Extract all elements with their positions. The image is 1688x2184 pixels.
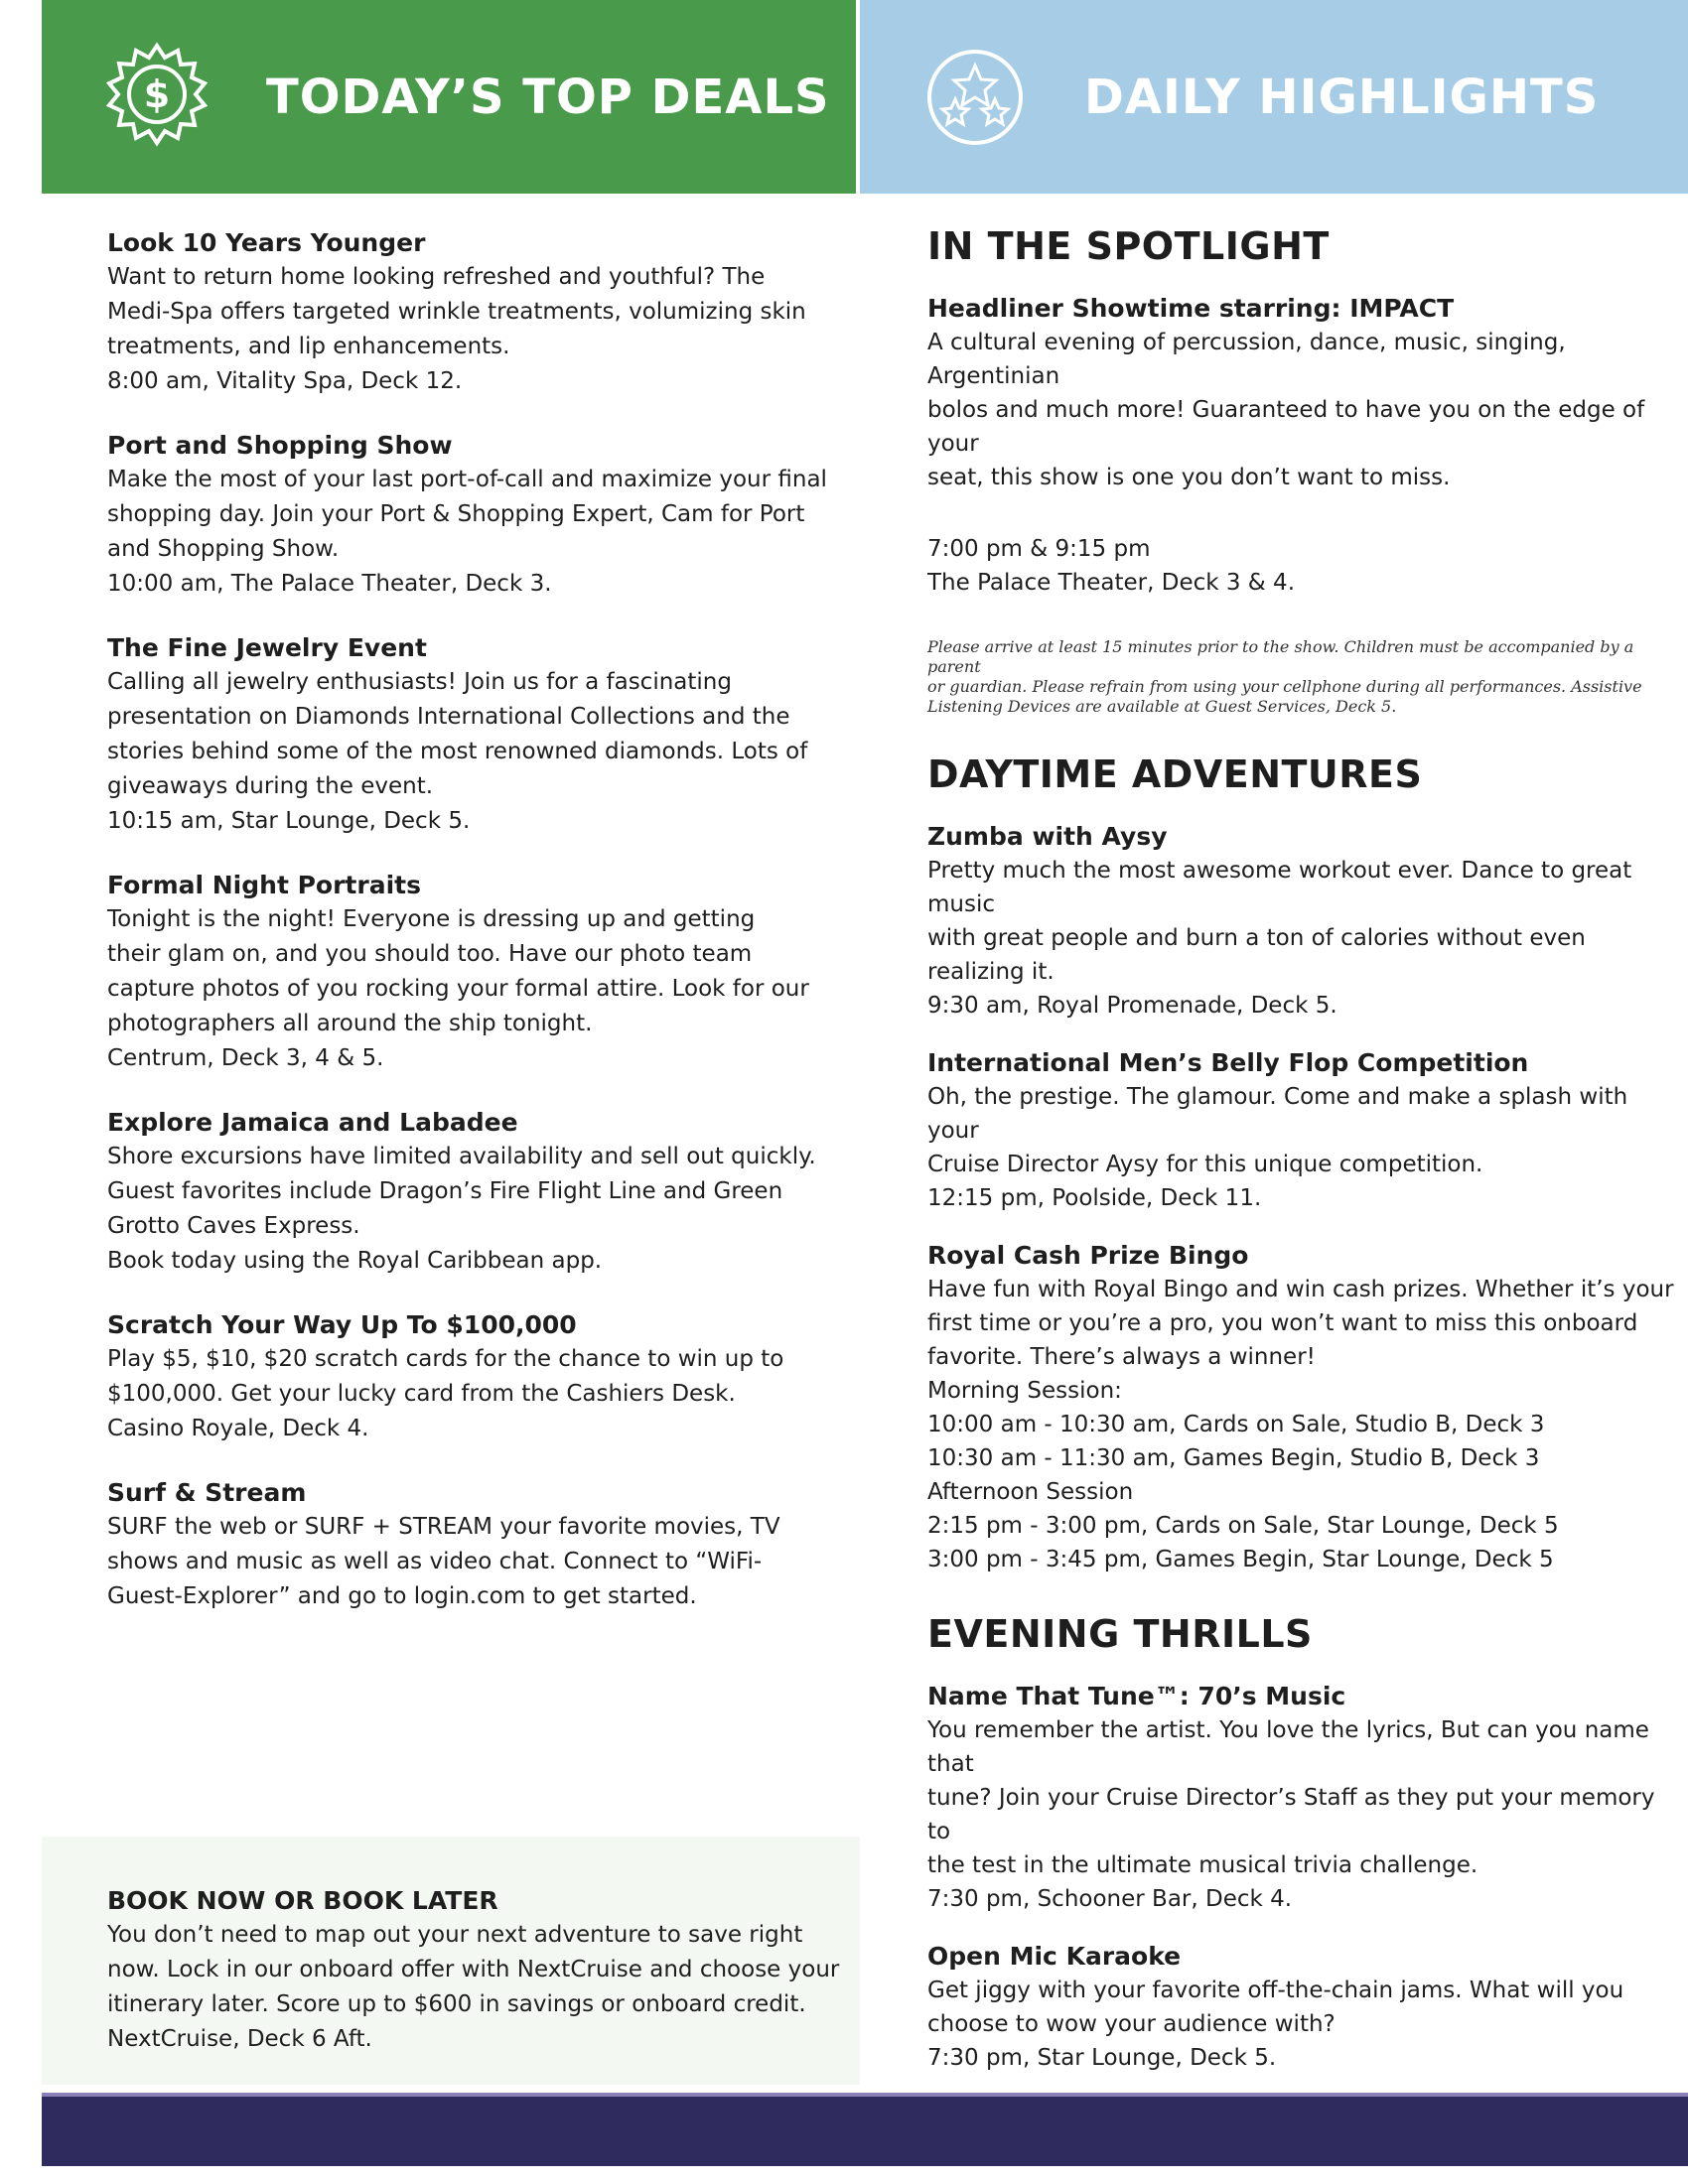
deal-text-line: Grotto Caves Express.	[107, 1213, 360, 1239]
deal-text-line: Casino Royale, Deck 4.	[107, 1416, 369, 1441]
daytime-item	[927, 1046, 1682, 1215]
deal-title: Surf & Stream	[107, 1478, 307, 1507]
daytime-text-line: Have fun with Royal Bingo and win cash prizes. Whether it’s your	[927, 1277, 1674, 1302]
daytime-text-line: 2:15 pm - 3:00 pm, Cards on Sale, Star Lounge, Deck 5	[927, 1513, 1559, 1539]
deal-text-line: and Shopping Show.	[107, 536, 340, 562]
deal-text-line: Calling all jewelry enthusiasts! Join us for a fascinating	[107, 669, 732, 695]
book-now-text-line: now. Lock in our onboard offer with NextCruise and choose your	[107, 1957, 840, 1982]
spotlight-text-line: A cultural evening of percussion, dance, music, singing, Argentinian	[927, 330, 1566, 389]
spotlight-item	[927, 292, 1682, 717]
daytime-text-line: Morning Session:	[927, 1378, 1122, 1404]
deal-text-line: Guest favorites include Dragon’s Fire Flight Line and Green	[107, 1178, 783, 1204]
deal-item	[107, 869, 832, 1076]
evening-text-line: You remember the artist. You love the lyrics, But can you name that	[927, 1717, 1649, 1777]
deal-text-line: 8:00 am, Vitality Spa, Deck 12.	[107, 368, 463, 394]
daytime-item	[927, 1239, 1682, 1576]
deal-item	[107, 1476, 832, 1614]
deal-text-line: Make the most of your last port-of-call and maximize your final	[107, 467, 827, 492]
deal-text-line: presentation on Diamonds International Collections and the	[107, 704, 790, 730]
spotlight-heading: IN THE SPOTLIGHT	[927, 224, 1330, 268]
daytime-text-line: favorite. There’s always a winner!	[927, 1344, 1316, 1370]
deal-text-line: shows and music as well as video chat. Connect to “WiFi-	[107, 1549, 763, 1574]
evening-text-line: 7:30 pm, Star Lounge, Deck 5.	[927, 2045, 1277, 2071]
evening-item	[927, 1680, 1682, 1916]
stars-circle-icon	[919, 42, 1031, 153]
daytime-text-line: with great people and burn a ton of calories without even realizing it.	[927, 925, 1586, 985]
spotlight-note-line: or guardian. Please refrain from using your cellphone during all performances. Assistive	[927, 677, 1642, 696]
deal-title: Scratch Your Way Up To $100,000	[107, 1310, 577, 1339]
evening-title: Open Mic Karaoke	[927, 1942, 1182, 1971]
deals-column	[107, 226, 832, 1644]
daytime-title: International Men’s Belly Flop Competition	[927, 1048, 1529, 1077]
deal-text-line: 10:15 am, Star Lounge, Deck 5.	[107, 808, 471, 834]
deals-header-title: TODAY’S TOP DEALS	[266, 68, 830, 125]
deal-item	[107, 1106, 832, 1279]
footer-bar	[42, 2097, 1688, 2166]
daytime-text-line: Pretty much the most awesome workout ever. Dance to great music	[927, 858, 1632, 917]
daytime-text-line: 3:00 pm - 3:45 pm, Games Begin, Star Lounge, Deck 5	[927, 1547, 1554, 1572]
evening-text-line: Get jiggy with your favorite off-the-chain jams. What will you	[927, 1978, 1624, 2003]
deal-text-line: shopping day. Join your Port & Shopping Expert, Cam for Port	[107, 501, 805, 527]
book-now-text-line: itinerary later. Score up to $600 in savings or onboard credit.	[107, 1991, 806, 2017]
evening-heading: EVENING THRILLS	[927, 1612, 1313, 1656]
deal-text-line: capture photos of you rocking your formal attire. Look for our	[107, 976, 809, 1002]
daytime-text-line: 10:30 am - 11:30 am, Games Begin, Studio B, Deck 3	[927, 1445, 1540, 1471]
deal-text-line: Medi-Spa offers targeted wrinkle treatments, volumizing skin	[107, 299, 806, 325]
evening-text-line: tune? Join your Cruise Director’s Staff as they put your memory to	[927, 1785, 1655, 1844]
deal-text-line: SURF the web or SURF + STREAM your favorite movies, TV	[107, 1514, 780, 1540]
deal-text-line: Shore excursions have limited availability and sell out quickly.	[107, 1144, 816, 1169]
deal-text-line: photographers all around the ship tonight.	[107, 1011, 593, 1036]
daytime-title: Royal Cash Prize Bingo	[927, 1241, 1249, 1270]
deal-text-line: $100,000. Get your lucky card from the Cashiers Desk.	[107, 1381, 736, 1407]
spotlight-text-line: bolos and much more! Guaranteed to have you on the edge of your	[927, 397, 1645, 457]
deal-text-line: giveaways during the event.	[107, 773, 434, 799]
book-now-text-line: NextCruise, Deck 6 Aft.	[107, 2026, 372, 2052]
deal-title: Explore Jamaica and Labadee	[107, 1108, 518, 1137]
daytime-title: Zumba with Aysy	[927, 822, 1168, 851]
daytime-text-line: 10:00 am - 10:30 am, Cards on Sale, Studio B, Deck 3	[927, 1412, 1545, 1437]
daytime-heading: DAYTIME ADVENTURES	[927, 752, 1423, 796]
deal-title: Port and Shopping Show	[107, 431, 453, 460]
svg-text:$: $	[143, 71, 171, 116]
deal-item	[107, 631, 832, 839]
deal-text-line: stories behind some of the most renowned diamonds. Lots of	[107, 739, 808, 764]
deal-text-line: Guest-Explorer” and go to login.com to get started.	[107, 1583, 697, 1609]
spotlight-note-line: Please arrive at least 15 minutes prior to the show. Children must be accompanied by a parent	[927, 637, 1634, 676]
deal-text-line: their glam on, and you should too. Have our photo team	[107, 941, 753, 967]
dollar-badge-icon	[101, 42, 212, 153]
deal-title: Look 10 Years Younger	[107, 228, 426, 257]
daytime-text-line: 12:15 pm, Poolside, Deck 11.	[927, 1185, 1262, 1211]
evening-text-line: choose to wow your audience with?	[927, 2011, 1336, 2037]
deal-item	[107, 226, 832, 399]
evening-text-line: 7:30 pm, Schooner Bar, Deck 4.	[927, 1886, 1293, 1912]
deal-text-line: 10:00 am, The Palace Theater, Deck 3.	[107, 571, 552, 597]
spotlight-venue: The Palace Theater, Deck 3 & 4.	[927, 570, 1295, 596]
deal-text-line: Play $5, $10, $20 scratch cards for the chance to win up to	[107, 1346, 784, 1372]
deal-text-line: Tonight is the night! Everyone is dressing up and getting	[107, 906, 756, 932]
daytime-item	[927, 820, 1682, 1023]
spotlight-title: Headliner Showtime starring: IMPACT	[927, 294, 1455, 323]
deal-item	[107, 429, 832, 602]
evening-text-line: the test in the ultimate musical trivia challenge.	[927, 1852, 1478, 1878]
highlights-header-title: DAILY HIGHLIGHTS	[1084, 68, 1600, 125]
deals-header-band	[42, 0, 856, 194]
highlights-header-band	[860, 0, 1688, 194]
daytime-text-line: Oh, the prestige. The glamour. Come and make a splash with your	[927, 1084, 1628, 1144]
daytime-text-line: 9:30 am, Royal Promenade, Deck 5.	[927, 993, 1337, 1019]
deal-text-line: Book today using the Royal Caribbean app.	[107, 1248, 603, 1274]
evening-item	[927, 1940, 1682, 2075]
daytime-text-line: first time or you’re a pro, you won’t want to miss this onboard	[927, 1310, 1638, 1336]
spotlight-time: 7:00 pm & 9:15 pm	[927, 536, 1151, 562]
deal-text-line: treatments, and lip enhancements.	[107, 334, 510, 359]
deal-title: Formal Night Portraits	[107, 871, 421, 899]
book-now-title: BOOK NOW OR BOOK LATER	[107, 1886, 498, 1915]
spotlight-text-line: seat, this show is one you don’t want to miss.	[927, 465, 1451, 490]
highlights-column	[927, 222, 1682, 2099]
deal-text-line: Centrum, Deck 3, 4 & 5.	[107, 1045, 384, 1071]
daytime-text-line: Afternoon Session	[927, 1479, 1134, 1505]
book-now-panel	[42, 1837, 860, 2085]
deal-item	[107, 1308, 832, 1446]
spotlight-note-line: Listening Devices are available at Guest Services, Deck 5.	[927, 697, 1397, 716]
daytime-text-line: Cruise Director Aysy for this unique competition.	[927, 1152, 1483, 1177]
book-now-text-line: You don’t need to map out your next adventure to save right	[107, 1922, 803, 1948]
evening-title: Name That Tune™: 70’s Music	[927, 1682, 1346, 1710]
deal-title: The Fine Jewelry Event	[107, 633, 427, 662]
deal-text-line: Want to return home looking refreshed and youthful? The	[107, 264, 766, 290]
